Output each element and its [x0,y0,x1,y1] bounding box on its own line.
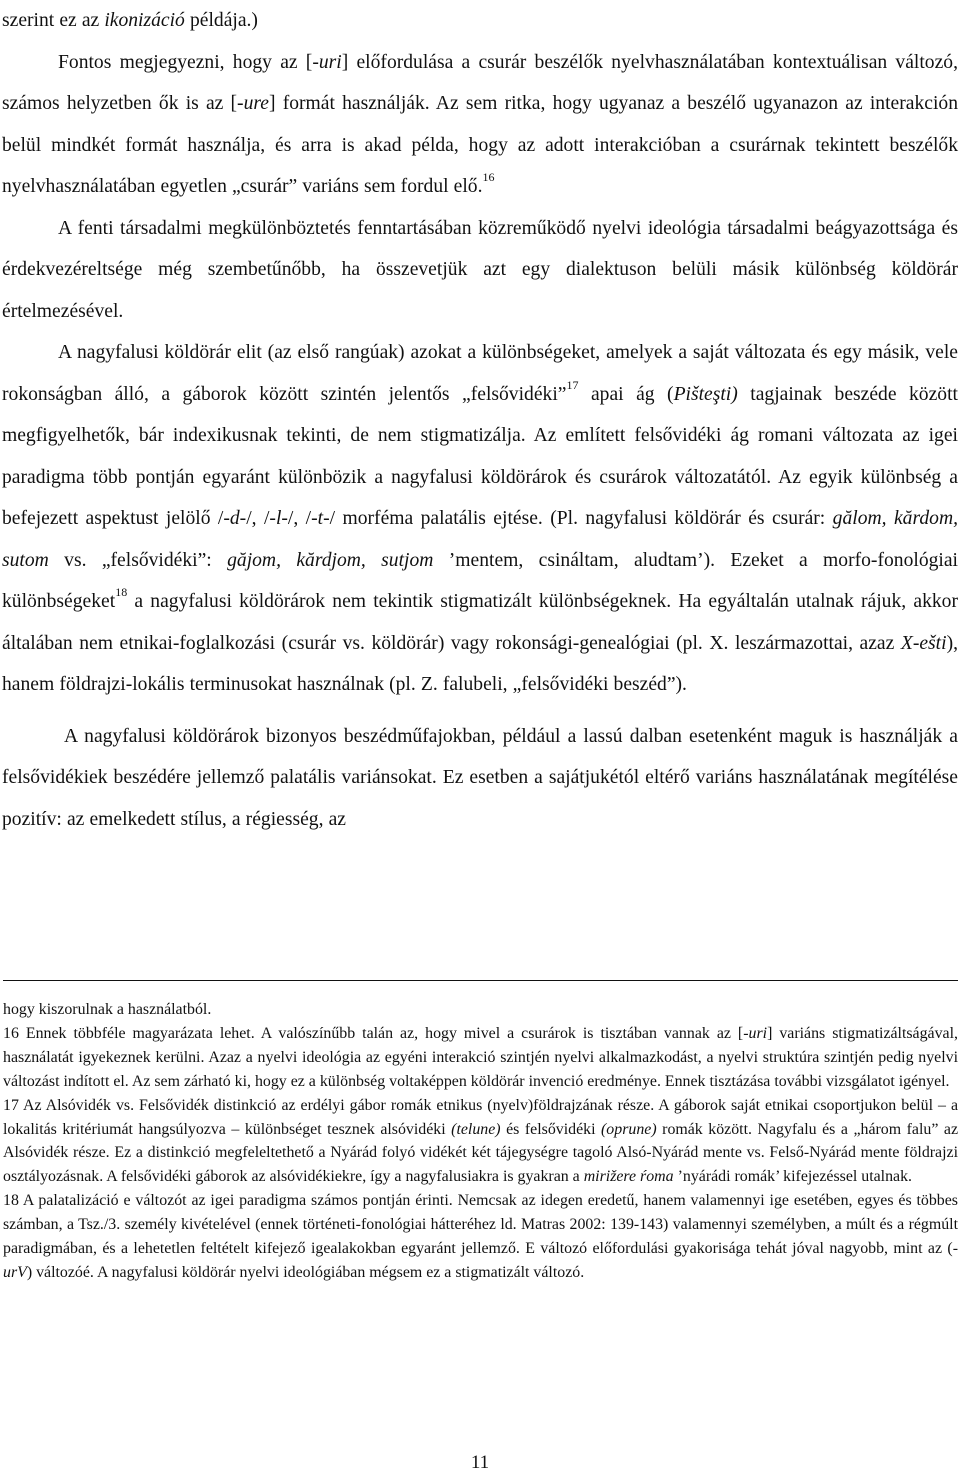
paragraph-ideology: A fenti társadalmi megkülönböztetés fenntartásában közreműködő nyelvi ideológia társadalmi beágyazottsága és érdekvezéreltsége még szembetűnőbb, ha összevetjük azt egy dialektuson belüli másik különbség köldörár értelmezésével. [2,217,958,322]
footnote-17: 17 Az Alsóvidék vs. Felsővidék distinkció az erdélyi gábor romák etnikus (nyelv)földrajzának része. A gáborok saját etnikai csoportjukon belül – a lokalitás kritériumát hangsúlyozva – különbséget tesznek alsóvidéki (telune) és felsővidéki (oprune) romák között. Nagyfalu és a „három falu” az Alsóvidék része. Ez a distinkció megfeleltethető a Nyárád folyó vidékét két tájegységre tagoló Alsó-Nyárád mente vs. Felső-Nyárád mente földrajzi osztályozásnak. A felsővidéki gáborok az alsóvidékiekre, így a nagyfalusiakra is gyakran a mirižere ŕoma ’nyárádi romák’ kifejezéssel utalnak. [3,1096,959,1186]
paragraph-nagyfalusi-elite: A nagyfalusi köldörár elit (az első rangúak) azokat a különbségeket, amelyek a saját változata és egy másik, vele rokonságban álló, a gáborok között szintén jelentős „felsővidéki”$^{17}$ apai ág (Pišteşti) tagjainak beszéde között megfigyelhetők, bár indexikusnak tekinti, de nem stigmatizálja. Az említett felsővidéki ág romani változata az igei paradigma több pontján egyaránt különbözik a nagyfalusi köldörárok és csurárok változatától. Az egyik különbség a befejezett aspektust jelölő /-d-/, /-l-/, /-t-/ morféma palatális ejtése. (Pl. nagyfalusi köldörár és csurár: gălom, kărdom, sutom vs. „felsővidéki”: găjom, kărdjom, sutjom ’mentem, csináltam, aludtam’). Ezeket a morfo-fonológiai különbségeket$^{18}$ a nagyfalusi köldörárok nem tekintik stigmatizált különbségeknek. Ha egyáltalán utalnak rájuk, akkor általában nem etnikai-foglalkozási (csurár vs. köldörár) vagy rokonsági-genealógiai (pl. X. leszármazottai, azaz X-ešti), hanem földrajzi-lokális terminusokat használnak (pl. Z. falubeli, „felsővidéki beszéd”). [2,342,958,695]
footnote-separator [3,980,958,981]
footnote-ref-16[interactable]: 16 [482,170,495,185]
paragraph-uri-variation: Fontos megjegyezni, hogy az [-uri] előfordulása a csurár beszélők nyelvhasználatában kontextuálisan változó, számos helyzetben ők is az [-ure] formát használják. Az sem ritka, hogy ugyanaz a beszélő ugyanazon az interakción belül mindkét formát használja, és arra is akad példa, hogy az adott interakcióban a csurárnak tekintett beszélők nyelvhasználatában egyetlen „csurár” variáns sem fordul elő.$^{16}$ [2,51,958,197]
footnote-continuation: hogy kiszorulnak a használatból. [3,1001,212,1018]
page-number: 11 [470,1452,490,1473]
footnote-16: 16 Ennek többféle magyarázata lehet. A valószínűbb talán az, hogy mivel a csurárok is tisztában vannak az [-uri] variáns stigmatizáltságával, használatát igyekeznek kerülni. Azaz a nyelvi ideológia az egyéni interakció szintjén nyelvi alkalmazkodást, a nyelvi struktúra szintjén pedig nyelvi változást indított el. Az sem zárható ki, hogy ez a különbség voltaképpen köldörár invenció eredménye. Ennek tisztázása további vizsgálatot igényel. [3,1024,958,1090]
paragraph-continuation: szerint ez az ikonizáció példája.) [2,10,258,31]
footnote-ref-18[interactable]: 18 [115,585,128,600]
footnote-18: 18 A palatalizáció e változót az igei paradigma számos pontján érinti. Nemcsak az idegen eredetű, hanem valamennyi ige esetében, egyes és többes számban, a Tsz./3. személy kivételével (ennek történeti-fonológiai hátteréhez ld. Matras 2002: 139-143) valamennyi személyben, a múlt és a régmúlt paradigmában, és a lehetetlen feltételt kifejező igealakokban egyaránt jellemző. E változó előfordulási gyakorisága tehát jóval nagyobb, mint az (-urV) változóé. A nagyfalusi köldörár nyelvi ideológiában mégsem ez a stigmatizált változó. [3,1192,958,1281]
main-text [2,0,958,840]
footnotes [3,998,958,1285]
footnote-ref-17[interactable]: 17 [566,377,579,392]
paragraph-speech-genres: A nagyfalusi köldörárok bizonyos beszédműfajokban, például a lassú dalban esetenként maguk is használják a felsővidékiek beszédére jellemző palatális variánsokat. Ez esetben a sajátjukétól eltérő variáns használatának megítélése pozitív: az emelkedett stílus, a régiesség, az [2,725,958,830]
